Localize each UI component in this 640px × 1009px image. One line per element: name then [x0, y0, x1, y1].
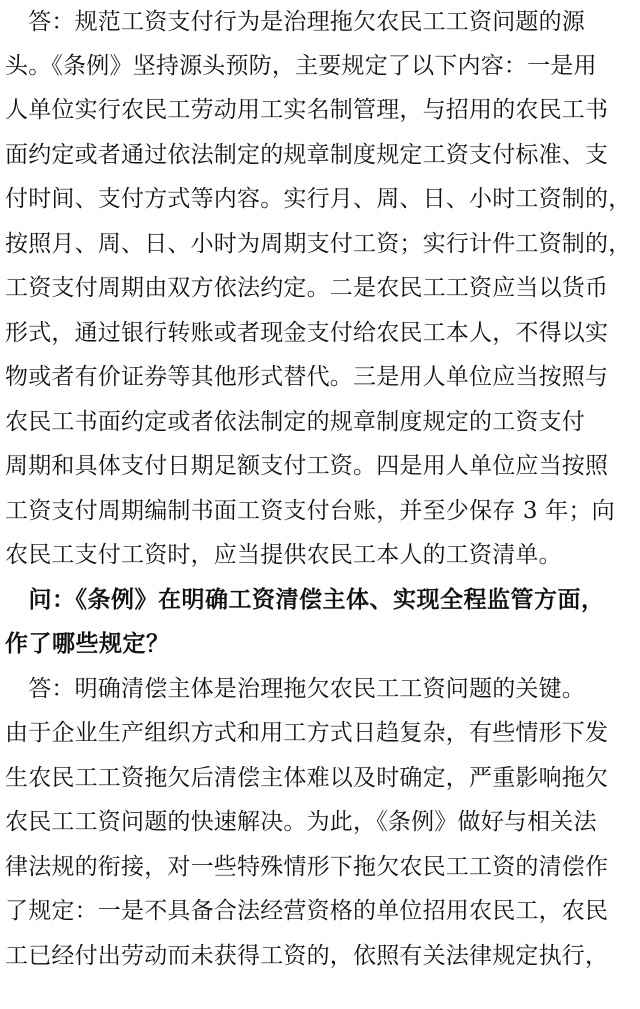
answer-1-line-7: 工资支付周期由双方依法约定。二是农民工工资应当以货币 [5, 275, 609, 301]
answer-2-line-4: 农民工工资问题的快速解决。为此，《条例》做好与相关法 [5, 809, 597, 835]
answer-1-line-5: 付时间、支付方式等内容。实行月、周、日、小时工资制的， [5, 186, 632, 212]
question-2-line-1: 问：《条例》在明确工资清偿主体、实现全程监管方面， [5, 587, 605, 613]
answer-1-line-6: 按照月、周、日、小时为周期支付工资；实行计件工资制的， [5, 231, 632, 257]
answer-1-line-4: 面约定或者通过依法制定的规章制度规定工资支付标准、支 [5, 142, 609, 168]
question-2-line-2: 作了哪些规定？ [5, 631, 170, 657]
answer-1-line-9: 物或者有价证券等其他形式替代。三是用人单位应当按照与 [5, 364, 609, 390]
answer-2-line-2: 由于企业生产组织方式和用工方式日趋复杂，有些情形下发 [5, 720, 609, 746]
answer-1-line-12: 工资支付周期编制书面工资支付台账，并至少保存 3 年；向 [5, 498, 615, 524]
answer-2-line-7: 工已经付出劳动而未获得工资的，依照有关法律规定执行， [5, 943, 609, 969]
answer-2-line-3: 生农民工工资拖欠后清偿主体难以及时确定，严重影响拖欠 [5, 765, 609, 791]
answer-2-line-6: 了规定：一是不具备合法经营资格的单位招用农民工，农民 [5, 898, 609, 924]
answer-1-line-1: 答：规范工资支付行为是治理拖欠农民工工资问题的源 [5, 9, 585, 35]
answer-2-line-5: 律法规的衔接，对一些特殊情形下拖欠农民工工资的清偿作 [5, 854, 609, 880]
answer-1-line-3: 人单位实行农民工劳动用工实名制管理，与招用的农民工书 [5, 97, 609, 123]
answer-1-line-10: 农民工书面约定或者依法制定的规章制度规定的工资支付 [5, 409, 585, 435]
answer-1-line-2: 头。《条例》坚持源头预防，主要规定了以下内容：一是用 [5, 53, 597, 79]
answer-1-line-8: 形式，通过银行转账或者现金支付给农民工本人，不得以实 [5, 320, 609, 346]
answer-2-line-1: 答：明确清偿主体是治理拖欠农民工工资问题的关键。 [5, 676, 585, 702]
answer-1-line-13: 农民工支付工资时，应当提供农民工本人的工资清单。 [5, 542, 562, 568]
answer-1-line-11: 周期和具体支付日期足额支付工资。四是用人单位应当按照 [5, 453, 609, 479]
